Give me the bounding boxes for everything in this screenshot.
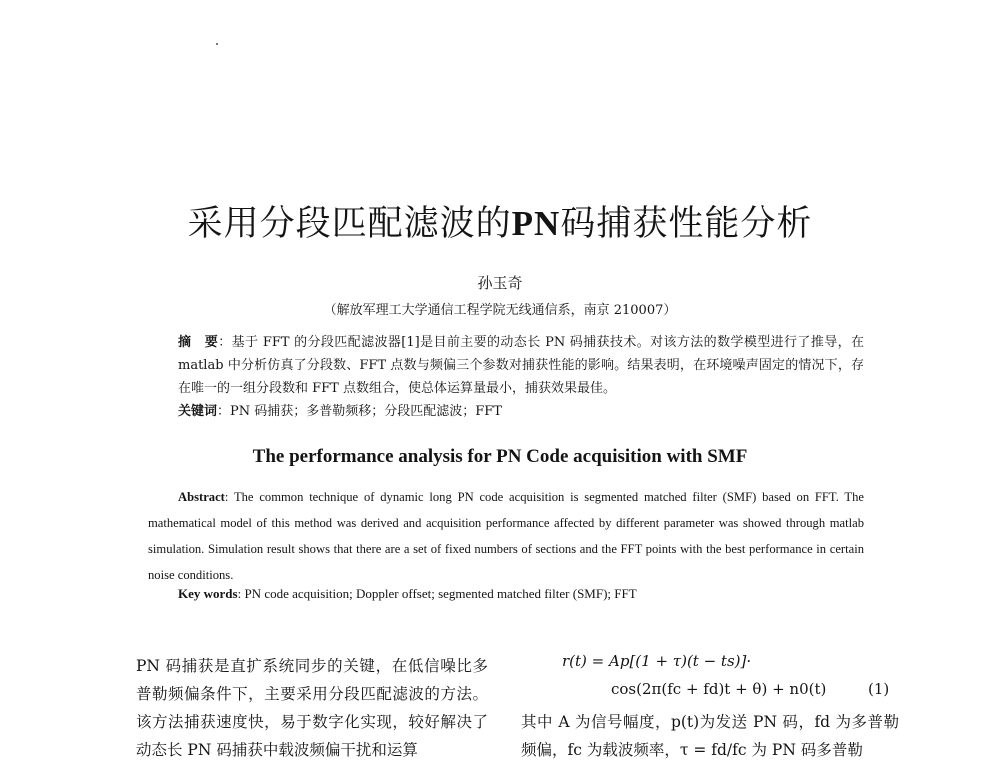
affiliation: （解放军理工大学通信工程学院无线通信系，南京 210007） [323, 303, 677, 318]
cn-abstract-label: 摘 要 [178, 335, 219, 350]
cn-keywords-text: ：PN 码捕获；多普勒频移；分段匹配滤波；FFT [217, 404, 502, 419]
body-paragraph: PN 码捕获是直扩系统同步的关键，在低信噪比多普勒频偏条件下，主要采用分段匹配滤波的方法。该方法捕获速度快，易于数字化实现，较好解决了动态长 PN 码捕获中载波频偏干扰和运算 [136, 657, 488, 759]
author-name: 孙玉奇 [477, 274, 523, 292]
cn-keywords-label: 关键词 [178, 404, 218, 419]
en-abstract-text: : The common technique of dynamic long PN code acquisition is segmented matched filter (SMF) based on FFT. The mathematical model of this method was derived and acquisition performance affected by different parameter was showed through matlab simulation. Simulation result shows that there are a set of fixed numbers of sections and the FFT points with the best performance in certain noise conditions. [148, 490, 864, 582]
en-abstract-label: Abstract [178, 490, 225, 504]
english-title: The performance analysis for PN Code acquisition with SMF [252, 446, 748, 467]
body-column-left [104, 652, 488, 764]
cn-abstract-text: ：基于 FFT 的分段匹配滤波器[1]是目前主要的动态长 PN 码捕获技术。对该方法的数学模型进行了推导，在 matlab 中分析仿真了分段数、FFT 点数与频偏三个参数对捕获性能的影响。结果表明，在环境噪声固定的情况下，存在唯一的一组分段数和 FFT 点数组合，使总体运算量最小，捕获效果最佳。 [178, 335, 864, 396]
scan-speck [216, 43, 218, 45]
chinese-abstract [148, 331, 864, 423]
en-keywords-text: : PN code acquisition; Doppler offset; segmented matched filter (SMF); FFT [237, 586, 637, 601]
body-column-right: 其中 A 为信号幅度，p(t)为发送 PN 码，fd 为多普勒频偏，fc 为载波频率，τ = fd/fc 为 PN 码多普勒 [521, 713, 899, 759]
english-keywords [178, 586, 637, 602]
equation-line-2: cos(2π(fc + fd)t + θ) + n0(t) [611, 680, 827, 698]
equation-number: (1) [868, 680, 890, 698]
en-keywords-label: Key words [178, 586, 238, 601]
equation-line-1: r(t) = Ap[(1 + τ)(t − ts)]· [562, 652, 752, 670]
english-abstract [148, 484, 864, 588]
paper-title: 采用分段匹配滤波的PN码捕获性能分析 [187, 204, 813, 244]
